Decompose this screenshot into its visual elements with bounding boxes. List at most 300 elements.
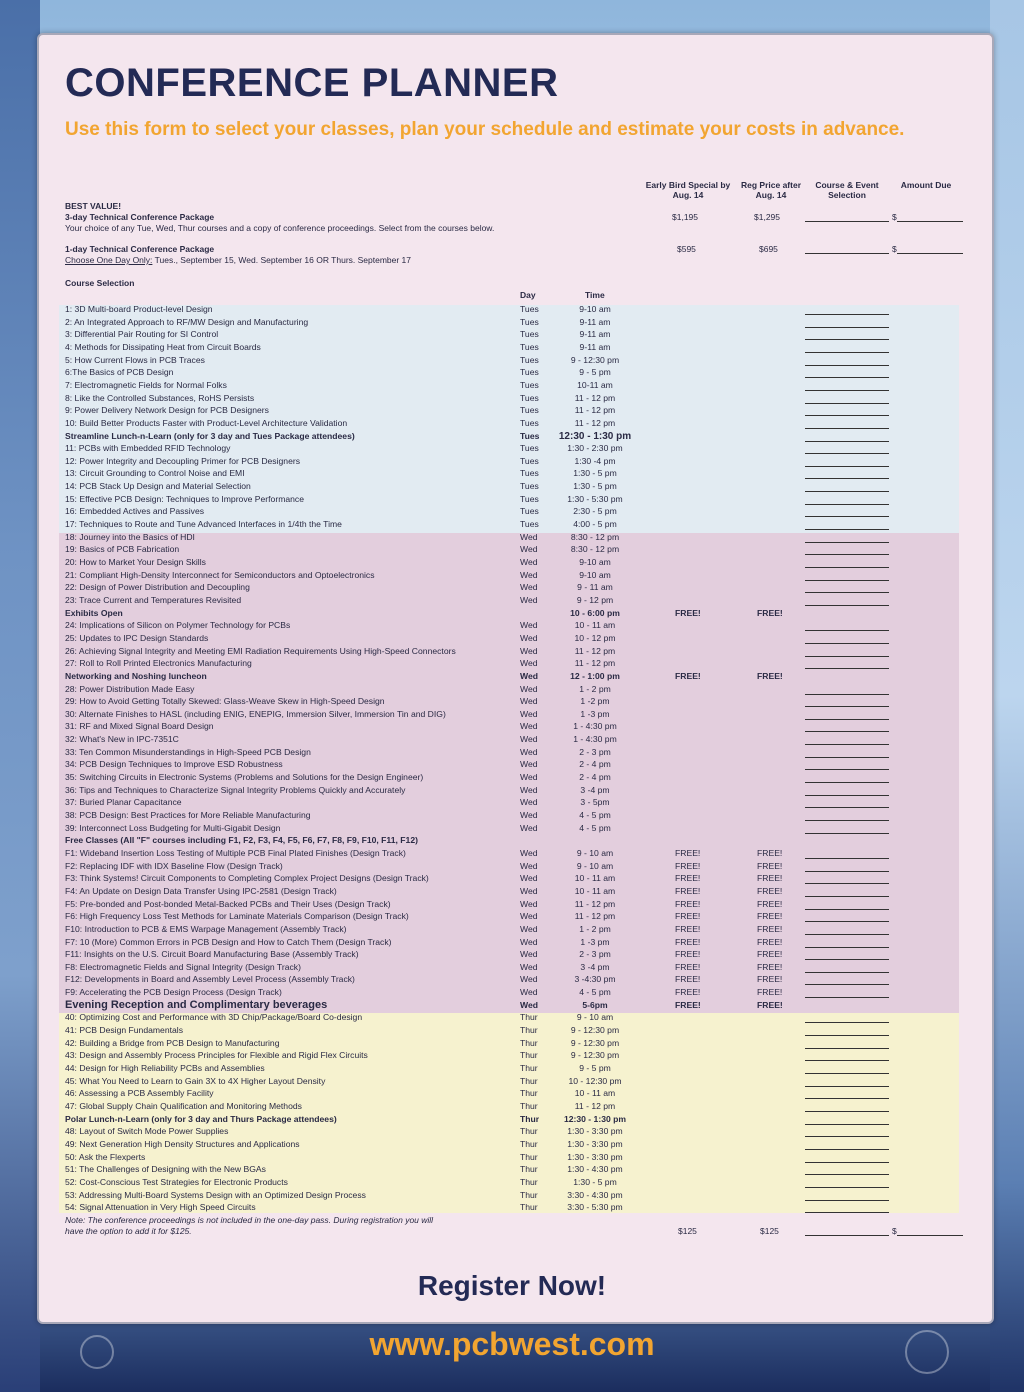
early-bird-price: FREE!: [675, 999, 701, 1010]
course-time: 11 - 12 pm: [574, 911, 616, 922]
course-time: 2 - 4 pm: [579, 772, 611, 783]
course-day: Wed: [520, 582, 538, 593]
reg-price-header: Reg Price after Aug. 14: [741, 180, 801, 200]
course-time: 3:30 - 5:30 pm: [567, 1202, 623, 1213]
course-day: Wed: [520, 974, 538, 985]
course-row: [39, 708, 992, 721]
one-day-package-desc: Choose One Day Only: Tues., September 15, Wed. September 16 OR Thurs. September 17: [65, 255, 412, 265]
course-row: [39, 1163, 992, 1176]
course-day: Wed: [520, 531, 538, 542]
course-name: 33: Ten Common Misunderstandings in High-Speed PCB Design: [65, 746, 311, 757]
register-now-button[interactable]: Register Now!: [417, 1270, 607, 1301]
early-bird-header: Early Bird Special by Aug. 14: [645, 180, 731, 200]
course-name: F1: Wideband Insertion Loss Testing of Multiple PCB Final Plated Finishes (Design Track): [65, 847, 406, 858]
course-day: Wed: [520, 734, 538, 745]
course-name: 18: Journey into the Basics of HDI: [65, 531, 195, 542]
course-row: [39, 1151, 992, 1164]
course-name: 8: Like the Controlled Substances, RoHS Persists: [65, 392, 255, 403]
course-row: [39, 455, 992, 468]
course-name: Free Classes (All "F" courses including F1, F2, F3, F4, F5, F6, F7, F8, F9, F10, F11, F12): [65, 835, 418, 846]
early-bird-price: FREE!: [675, 949, 701, 960]
course-name: 43: Design and Assembly Process Principles for Flexible and Rigid Flex Circuits: [65, 1050, 368, 1061]
amount-header: Amount Due: [900, 180, 952, 190]
course-row: [39, 556, 992, 569]
course-time: 11 - 12 pm: [574, 645, 616, 656]
course-time: 4 - 5 pm: [579, 822, 611, 833]
three-day-selection-field[interactable]: [805, 212, 889, 222]
three-day-early-price: $1,195: [672, 212, 698, 222]
course-time: 1:30 - 5:30 pm: [567, 493, 623, 504]
course-day: Tues: [520, 316, 539, 327]
course-time: 1 - 2 pm: [579, 683, 611, 694]
proceedings-note-line2: have the option to add it for $125.: [65, 1226, 192, 1236]
course-name: 10: Build Better Products Faster with Product-Level Architecture Validation: [65, 417, 348, 428]
course-day: Thur: [520, 1164, 538, 1175]
course-row: [39, 594, 992, 607]
course-day: Tues: [520, 341, 539, 352]
course-row: [39, 607, 992, 620]
course-day: Wed: [520, 620, 538, 631]
course-name: 21: Compliant High-Density Interconnect for Semiconductors and Optoelectronics: [65, 569, 375, 580]
course-row: [39, 392, 992, 405]
course-row: [39, 961, 992, 974]
course-name: 26: Achieving Signal Integrity and Meeting EMI Radiation Requirements Using High-Speed Connectors: [65, 645, 456, 656]
course-row: [39, 923, 992, 936]
course-time: 3 - 5pm: [580, 797, 610, 808]
course-row: [39, 341, 992, 354]
reg-price: FREE!: [757, 974, 783, 985]
course-row: [39, 505, 992, 518]
course-day: Thur: [520, 1138, 538, 1149]
course-name: 9: Power Delivery Network Design for PCB Designers: [65, 405, 269, 416]
course-row: [39, 1189, 992, 1202]
course-row: [39, 872, 992, 885]
course-time: 4:00 - 5 pm: [573, 519, 617, 530]
course-day: Tues: [520, 443, 539, 454]
course-time: 9-11 am: [579, 329, 611, 340]
course-time: 8:30 - 12 pm: [570, 531, 620, 542]
course-day: Wed: [520, 873, 538, 884]
early-bird-price: FREE!: [675, 607, 701, 618]
course-time: 9 - 10 am: [576, 1012, 614, 1023]
course-row: [39, 796, 992, 809]
course-name: 28: Power Distribution Made Easy: [65, 683, 195, 694]
course-time: 10 - 12:30 pm: [568, 1075, 622, 1086]
course-time: 11 - 12 pm: [574, 392, 616, 403]
course-name: 30: Alternate Finishes to HASL (including ENIG, ENEPIG, Immersion Silver, Immersion Tin and DIG): [65, 708, 446, 719]
course-time: 9 - 11 am: [577, 582, 613, 593]
course-name: F5: Pre-bonded and Post-bonded Metal-Backed PCBs and Their Uses (Design Track): [65, 898, 391, 909]
course-day: Thur: [520, 1151, 538, 1162]
course-name: Polar Lunch-n-Learn (only for 3 day and Thurs Package attendees): [65, 1113, 337, 1124]
course-name: Networking and Noshing luncheon: [65, 670, 207, 681]
course-name: F8: Electromagnetic Fields and Signal Integrity (Design Track): [65, 961, 301, 972]
course-day: Wed: [520, 784, 538, 795]
course-time: 1:30 - 3:30 pm: [567, 1151, 623, 1162]
course-row: [39, 1024, 992, 1037]
course-time: 9 - 12 pm: [576, 594, 614, 605]
course-time: 9-11 am: [579, 316, 611, 327]
course-day: Tues: [520, 417, 539, 428]
early-bird-price: FREE!: [675, 923, 701, 934]
reg-price: FREE!: [757, 670, 783, 681]
course-row: [39, 404, 992, 417]
course-row: [39, 999, 992, 1012]
course-name: 48: Layout of Switch Mode Power Supplies: [65, 1126, 229, 1137]
course-day: Thur: [520, 1025, 538, 1036]
course-row: [39, 1011, 992, 1024]
course-time: 11 - 12 pm: [574, 1100, 616, 1111]
course-day: Tues: [520, 506, 539, 517]
best-value-label: BEST VALUE!: [65, 201, 122, 211]
course-row: [39, 1176, 992, 1189]
course-row: [39, 847, 992, 860]
early-bird-price: FREE!: [675, 987, 701, 998]
course-day: Wed: [520, 961, 538, 972]
course-name: 16: Embedded Actives and Passives: [65, 506, 205, 517]
one-day-reg-price: $695: [759, 244, 778, 254]
course-day: Thur: [520, 1050, 538, 1061]
course-day: Wed: [520, 923, 538, 934]
course-row: [39, 860, 992, 873]
course-name: 6:The Basics of PCB Design: [65, 367, 174, 378]
course-name: Exhibits Open: [65, 607, 123, 618]
course-time: 1 -3 pm: [580, 708, 610, 719]
course-day: Thur: [520, 1113, 540, 1124]
course-time: 5-6pm: [582, 999, 608, 1010]
course-time: 9-11 am: [579, 341, 611, 352]
course-time: 12 - 1:00 pm: [570, 670, 620, 681]
course-day: Wed: [520, 797, 538, 808]
course-row: [39, 784, 992, 797]
one-day-early-price: $595: [677, 244, 696, 254]
course-name: 20: How to Market Your Design Skills: [65, 557, 206, 567]
course-time: 1:30 -4 pm: [574, 455, 616, 466]
course-row: [39, 1201, 992, 1214]
course-name: 29: How to Avoid Getting Totally Skewed: Glass-Weave Skew in High-Speed Design: [65, 696, 385, 707]
course-day: Tues: [520, 455, 539, 466]
course-name: 19: Basics of PCB Fabrication: [65, 544, 180, 555]
course-day: Wed: [520, 759, 538, 770]
course-time: 12:30 - 1:30 pm: [563, 1113, 627, 1124]
course-row: [39, 898, 992, 911]
course-name: 36: Tips and Techniques to Characterize Signal Integrity Problems Quickly and Accurately: [65, 784, 406, 795]
reg-price: FREE!: [757, 961, 783, 972]
course-day: Tues: [520, 304, 539, 314]
course-day: Tues: [520, 468, 539, 479]
early-bird-price: FREE!: [675, 873, 701, 884]
reg-price: FREE!: [757, 898, 783, 909]
reg-price: FREE!: [757, 911, 783, 922]
course-day: Thur: [520, 1088, 538, 1099]
course-name: 11: PCBs with Embedded RFID Technology: [65, 443, 231, 454]
course-day: Tues: [520, 519, 539, 530]
course-name: 7: Electromagnetic Fields for Normal Folks: [65, 379, 227, 390]
course-row: [39, 430, 992, 443]
course-time: 2 - 3 pm: [579, 746, 611, 757]
course-row: [39, 758, 992, 771]
early-bird-price: FREE!: [675, 936, 701, 947]
early-bird-price: FREE!: [675, 670, 701, 681]
course-name: 42: Building a Bridge from PCB Design to Manufacturing: [65, 1037, 280, 1048]
course-time: 1:30 - 4:30 pm: [567, 1164, 623, 1175]
course-time: 1 - 4:30 pm: [573, 734, 617, 745]
course-row: [39, 531, 992, 544]
course-day: Tues: [520, 392, 539, 403]
course-name: 34: PCB Design Techniques to Improve ESD Robustness: [65, 759, 283, 770]
reg-price: FREE!: [757, 847, 783, 858]
course-row: [39, 354, 992, 367]
course-row: [39, 1075, 992, 1088]
course-day: Thur: [520, 1100, 538, 1111]
course-name: F3: Think Systems! Circuit Components to Completing Complex Project Designs (Design Track): [65, 873, 429, 884]
three-day-package-desc: Your choice of any Tue, Wed, Thur courses and a copy of conference proceedings. Select from the courses below.: [65, 223, 495, 233]
course-day: Wed: [520, 772, 538, 783]
course-row: [39, 619, 992, 632]
course-day: Wed: [520, 557, 538, 567]
course-name: 53: Addressing Multi-Board Systems Design with an Optimized Design Process: [65, 1189, 366, 1200]
course-day: Thur: [520, 1012, 538, 1023]
course-time: 10 - 11 am: [574, 1088, 616, 1099]
three-day-reg-price: $1,295: [754, 212, 780, 222]
three-day-package-title: 3-day Technical Conference Package: [65, 212, 215, 222]
early-bird-price: FREE!: [675, 885, 701, 896]
course-time: 10 - 11 am: [574, 885, 616, 896]
course-day: Wed: [520, 860, 538, 871]
course-day: Tues: [520, 354, 539, 365]
course-time: 2:30 - 5 pm: [573, 506, 617, 517]
proceedings-selection-field[interactable]: [805, 1226, 889, 1236]
course-name: 27: Roll to Roll Printed Electronics Manufacturing: [65, 658, 252, 669]
early-bird-price: FREE!: [675, 961, 701, 972]
course-day: Wed: [520, 721, 538, 732]
proceedings-early-price: $125: [678, 1226, 697, 1236]
course-time: 4 - 5 pm: [579, 810, 611, 820]
course-time: 12:30 - 1:30 pm: [558, 430, 632, 442]
course-time: 9-10 am: [579, 569, 611, 580]
course-row: [39, 936, 992, 949]
course-day: Wed: [520, 885, 538, 896]
course-time: 11 - 12 pm: [574, 405, 616, 416]
reg-price: FREE!: [757, 999, 783, 1010]
course-name: F7: 10 (More) Common Errors in PCB Design and How to Catch Them (Design Track): [65, 936, 392, 947]
course-name: F6: High Frequency Loss Test Methods for Laminate Materials Comparison (Design Track): [65, 911, 409, 922]
course-row: [39, 885, 992, 898]
reg-price: FREE!: [757, 949, 783, 960]
course-row: [39, 733, 992, 746]
course-time: 1 -2 pm: [580, 696, 610, 707]
course-row: [39, 1037, 992, 1050]
course-name: 49: Next Generation High Density Structures and Applications: [65, 1138, 300, 1149]
course-time: 1 -3 pm: [580, 936, 610, 947]
course-time: 10 - 6:00 pm: [570, 607, 620, 618]
course-day: Wed: [520, 810, 538, 820]
proceedings-amount-field[interactable]: $: [892, 1226, 963, 1236]
course-time: 9-10 am: [579, 557, 611, 567]
course-name: F11: Insights on the U.S. Circuit Board Manufacturing Base (Assembly Track): [65, 949, 359, 960]
course-time: 9 - 12:30 pm: [570, 1037, 620, 1048]
reg-price: FREE!: [757, 607, 783, 618]
course-row: [39, 910, 992, 923]
course-row: [39, 518, 992, 531]
course-name: 14: PCB Stack Up Design and Material Selection: [65, 481, 251, 492]
course-name: 2: An Integrated Approach to RF/MW Design and Manufacturing: [65, 316, 309, 327]
course-day: Wed: [520, 632, 538, 643]
course-day: Tues: [520, 367, 539, 378]
course-name: Streamline Lunch-n-Learn (only for 3 day and Tues Package attendees): [65, 430, 355, 441]
course-time: 1 - 2 pm: [579, 923, 611, 934]
course-time: 11 - 12 pm: [574, 417, 616, 428]
course-time: 9 - 10 am: [576, 860, 614, 871]
course-time: 1 - 4:30 pm: [573, 721, 617, 732]
course-day: Wed: [520, 670, 538, 681]
course-time: 1:30 - 5 pm: [573, 481, 617, 492]
course-day: Tues: [520, 481, 539, 492]
one-day-amount-field[interactable]: $: [892, 244, 963, 254]
course-day: Tues: [520, 329, 539, 340]
course-row: [39, 417, 992, 430]
course-name: 4: Methods for Dissipating Heat from Circuit Boards: [65, 341, 261, 352]
reg-price: FREE!: [757, 987, 783, 998]
course-row: [39, 746, 992, 759]
course-name: F12: Developments in Board and Assembly Level Process (Assembly Track): [65, 974, 355, 985]
course-day: Wed: [520, 936, 538, 947]
course-name: F2: Replacing IDF with IDX Baseline Flow (Design Track): [65, 860, 283, 871]
course-time: 9 - 10 am: [576, 847, 614, 858]
page-subtitle: Use this form to select your classes, plan your schedule and estimate your costs in advance.: [65, 119, 905, 140]
course-row: [39, 720, 992, 733]
course-time: 1:30 - 3:30 pm: [567, 1126, 623, 1137]
selection-field[interactable]: [805, 1212, 889, 1213]
course-name: 40: Optimizing Cost and Performance with 3D Chip/Package/Board Co-design: [65, 1012, 363, 1023]
course-day: Wed: [520, 544, 538, 555]
course-row: [39, 822, 992, 835]
course-row: [39, 1087, 992, 1100]
course-name: 38: PCB Design: Best Practices for More Reliable Manufacturing: [65, 810, 311, 820]
course-name: 12: Power Integrity and Decoupling Primer for PCB Designers: [65, 455, 301, 466]
course-row: [39, 1125, 992, 1138]
three-day-amount-field[interactable]: $: [892, 212, 963, 222]
course-name: 15: Effective PCB Design: Techniques to Improve Performance: [65, 493, 304, 504]
course-day: Wed: [520, 683, 538, 694]
course-row: [39, 683, 992, 696]
course-day: Tues: [520, 379, 539, 390]
course-day: Wed: [520, 999, 538, 1010]
early-bird-price: FREE!: [675, 847, 701, 858]
course-time: 11 - 12 pm: [574, 898, 616, 909]
course-row: [39, 973, 992, 986]
course-row: [39, 771, 992, 784]
course-row: [39, 1100, 992, 1113]
course-day: Wed: [520, 822, 538, 833]
early-bird-price: FREE!: [675, 860, 701, 871]
course-day: Wed: [520, 898, 538, 909]
early-bird-price: FREE!: [675, 898, 701, 909]
course-row: [39, 467, 992, 480]
proceedings-note-line1: Note: The conference proceedings is not included in the one-day pass. During registration you will: [65, 1215, 434, 1225]
course-row: [39, 834, 992, 847]
course-day: Wed: [520, 708, 538, 719]
course-name: 54: Signal Attenuation in Very High Speed Circuits: [65, 1202, 256, 1213]
course-day: Thur: [520, 1063, 538, 1073]
course-row: [39, 442, 992, 455]
course-row: [39, 581, 992, 594]
one-day-package-title: 1-day Technical Conference Package: [65, 244, 215, 254]
course-name: 41: PCB Design Fundamentals: [65, 1025, 183, 1036]
course-row: [39, 632, 992, 645]
course-row: [39, 379, 992, 392]
reg-price: FREE!: [757, 873, 783, 884]
course-name: 17: Techniques to Route and Tune Advanced Interfaces in 1/4th the Time: [65, 519, 342, 530]
course-time: 9 - 5 pm: [579, 367, 611, 378]
course-time: 4 - 5 pm: [579, 987, 611, 998]
background-left-circuit: [0, 0, 40, 1392]
course-time: 1:30 - 3:30 pm: [567, 1138, 623, 1149]
course-row: [39, 366, 992, 379]
course-day: Thur: [520, 1202, 538, 1213]
course-name: 47: Global Supply Chain Qualification and Monitoring Methods: [65, 1100, 302, 1111]
course-day: Thur: [520, 1075, 538, 1086]
course-row: [39, 328, 992, 341]
course-time: 9 - 5 pm: [579, 1063, 611, 1073]
course-day: Thur: [520, 1037, 538, 1048]
course-day: Wed: [520, 594, 538, 605]
course-name: 1: 3D Multi-board Product-level Design: [65, 304, 213, 314]
course-day: Wed: [520, 847, 538, 858]
course-row: [39, 316, 992, 329]
course-day: Thur: [520, 1189, 538, 1200]
course-row: [39, 1062, 992, 1075]
one-day-selection-field[interactable]: [805, 244, 889, 254]
course-selection-heading: Course Selection: [65, 278, 135, 288]
course-row: [39, 986, 992, 999]
course-day: Tues: [520, 405, 539, 416]
time-header: Time: [585, 290, 605, 300]
course-row: [39, 948, 992, 961]
early-bird-price: FREE!: [675, 974, 701, 985]
course-day: Wed: [520, 746, 538, 757]
course-time: 9 - 12:30 pm: [570, 354, 620, 365]
course-time: 1:30 - 5 pm: [573, 468, 617, 479]
course-name: 51: The Challenges of Designing with the New BGAs: [65, 1164, 266, 1175]
course-time: 10 - 11 am: [574, 620, 616, 631]
course-day: Thur: [520, 1126, 538, 1137]
course-row: [39, 657, 992, 670]
course-row: [39, 1138, 992, 1151]
course-name: 44: Design for High Reliability PCBs and Assemblies: [65, 1063, 265, 1073]
reg-price: FREE!: [757, 860, 783, 871]
course-name: 3: Differential Pair Routing for SI Control: [65, 329, 219, 340]
course-day: Tues: [520, 493, 539, 504]
course-time: 10 - 12 pm: [574, 632, 616, 643]
course-day: Wed: [520, 987, 538, 998]
website-link[interactable]: www.pcbwest.com: [369, 1326, 655, 1362]
course-day: Wed: [520, 696, 538, 707]
course-name: 5: How Current Flows in PCB Traces: [65, 354, 205, 365]
course-row: [39, 303, 992, 316]
day-header: Day: [520, 290, 536, 300]
course-name: 45: What You Need to Learn to Gain 3X to 4X Higher Layout Density: [65, 1075, 326, 1086]
course-day: Wed: [520, 911, 538, 922]
background-right-circuit: [990, 0, 1024, 1392]
course-row: [39, 543, 992, 556]
course-name: 50: Ask the Flexperts: [65, 1151, 146, 1162]
page-title: CONFERENCE PLANNER: [65, 61, 559, 105]
course-time: 1:30 - 5 pm: [573, 1176, 617, 1187]
course-row: [39, 695, 992, 708]
course-name: 39: Interconnect Loss Budgeting for Multi-Gigabit Design: [65, 822, 281, 833]
reg-price: FREE!: [757, 885, 783, 896]
